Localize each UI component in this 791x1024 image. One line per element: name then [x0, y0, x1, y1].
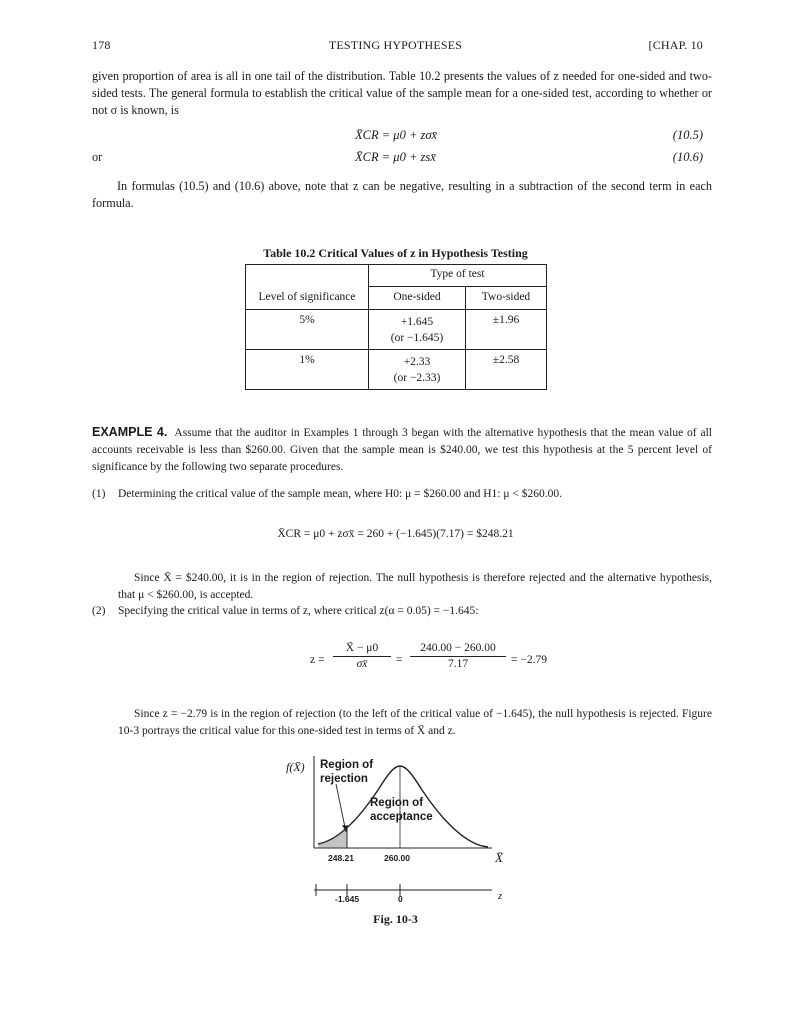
table-cell-level: 1%: [246, 350, 369, 390]
example-text: Assume that the auditor in Examples 1 through 3 began with the alternative hypothesis that the mean value of all accounts receivable is less than $260.00. Given that the sample mean is $240.00, we test this hypothesis at the 5 percent level of significance by the following two separate procedures.: [92, 427, 712, 473]
note-paragraph: In formulas (10.5) and (10.6) above, note that z can be negative, resulting in a subtraction of the second term in each formula.: [92, 179, 712, 210]
step-1-number: (1): [92, 488, 106, 500]
label-region-rejection: [320, 758, 373, 786]
rejection-region: [318, 825, 347, 848]
z-result: = −2.79: [511, 654, 547, 666]
table-cell-one-sided: [369, 310, 466, 350]
step-1-formula: X̄CR = μ0 + zσx̄ = 260 + (−1.645)(7.17) = $248.21: [277, 528, 514, 540]
z-tick-label-zero: 0: [398, 894, 403, 904]
z-axis-label: z: [498, 890, 503, 902]
table-cell-two-sided: ±2.58: [492, 354, 520, 366]
table-col-one-sided: One-sided: [369, 287, 466, 310]
table-col-level: Level of significance: [246, 287, 369, 310]
step-1-text: Determining the critical value of the sample mean, where H0: μ = $260.00 and H1: μ < $260.00.: [118, 488, 562, 500]
z-den-1: σx̄: [356, 658, 368, 670]
table-cell-two-sided: ±1.96: [466, 310, 547, 350]
running-title: TESTING HYPOTHESES: [328, 38, 463, 52]
rejection-arrow: [336, 784, 346, 832]
table-group-header: Type of test: [369, 265, 547, 287]
table-row: [246, 310, 547, 350]
step-1-conclusion: Since X̄ = $240.00, it is in the region of rejection. The null hypothesis is therefore rejected and the alternative hypothesis, that μ < $260.00, is accepted.: [118, 572, 712, 601]
step-2-conclusion: Since z = −2.79 is in the region of rejection (to the left of the critical value of −1.645), the null hypothesis is rejected. Figure 10-3 portrays the critical value for this one-sided test in terms of X̄ and z.: [118, 708, 712, 737]
formula-10-6-number: (10.6): [672, 150, 703, 164]
table-row: [246, 350, 547, 390]
z-lhs: z =: [310, 654, 325, 666]
one-sided-value: +2.33: [403, 356, 431, 368]
figure-caption: Fig. 10-3: [373, 912, 418, 926]
z-den-2: 7.17: [447, 658, 469, 670]
table-title: Table 10.2 Critical Values of z in Hypothesis Testing: [263, 246, 528, 260]
step-2-number: (2): [92, 605, 106, 617]
z-equals: =: [396, 654, 403, 666]
z-num-1: X̄ − μ0: [333, 641, 391, 657]
z-numerator-1: [333, 641, 391, 672]
label-region-acceptance: [370, 796, 433, 824]
formula-10-6: X̄CR = μ0 + zsx̄: [355, 150, 436, 164]
one-sided-alt: (or −2.33): [393, 372, 441, 384]
page-number: 178: [92, 38, 111, 52]
z-tick-label-critical: -1.645: [335, 894, 360, 904]
x-tick-mean: 260.00: [384, 853, 410, 863]
z-num-2: 240.00 − 260.00: [410, 641, 506, 657]
rejection-line-1: Region of: [320, 759, 374, 771]
intro-paragraph: given proportion of area is all in one tail of the distribution. Table 10.2 presents the values of z needed for one-sided and two-sided tests. The general formula to establish the critical value of the sample mean for a one-sided test, according to whether or not σ is known, is: [92, 69, 712, 117]
formula-10-5: X̄CR = μ0 + zσx̄: [355, 128, 438, 142]
rejection-line-2: rejection: [320, 773, 368, 785]
example-4: [92, 424, 712, 476]
formula-10-5-number: (10.5): [672, 128, 703, 142]
example-label: EXAMPLE 4.: [92, 425, 168, 439]
step-2-text: Specifying the critical value in terms of z, where critical z(α = 0.05) = −1.645:: [118, 605, 479, 617]
z-fraction-2: [410, 641, 506, 672]
x-tick-critical: 248.21: [328, 853, 354, 863]
acceptance-line-1: Region of: [370, 797, 424, 809]
one-sided-value: +1.645: [400, 316, 434, 328]
critical-values-table: [245, 264, 547, 390]
table-col-two-sided: Two-sided: [466, 287, 547, 310]
formula-or: or: [92, 150, 103, 164]
figure-10-3: [270, 752, 530, 912]
one-sided-alt: (or −1.645): [390, 332, 444, 344]
table-cell-level: 5%: [246, 310, 369, 350]
table-cell-one-sided: [369, 350, 466, 390]
y-axis-label: f(X̄): [286, 760, 305, 774]
x-axis-label: X̄: [495, 850, 503, 865]
acceptance-line-2: acceptance: [370, 811, 433, 823]
chapter-label: [CHAP. 10: [648, 38, 703, 52]
